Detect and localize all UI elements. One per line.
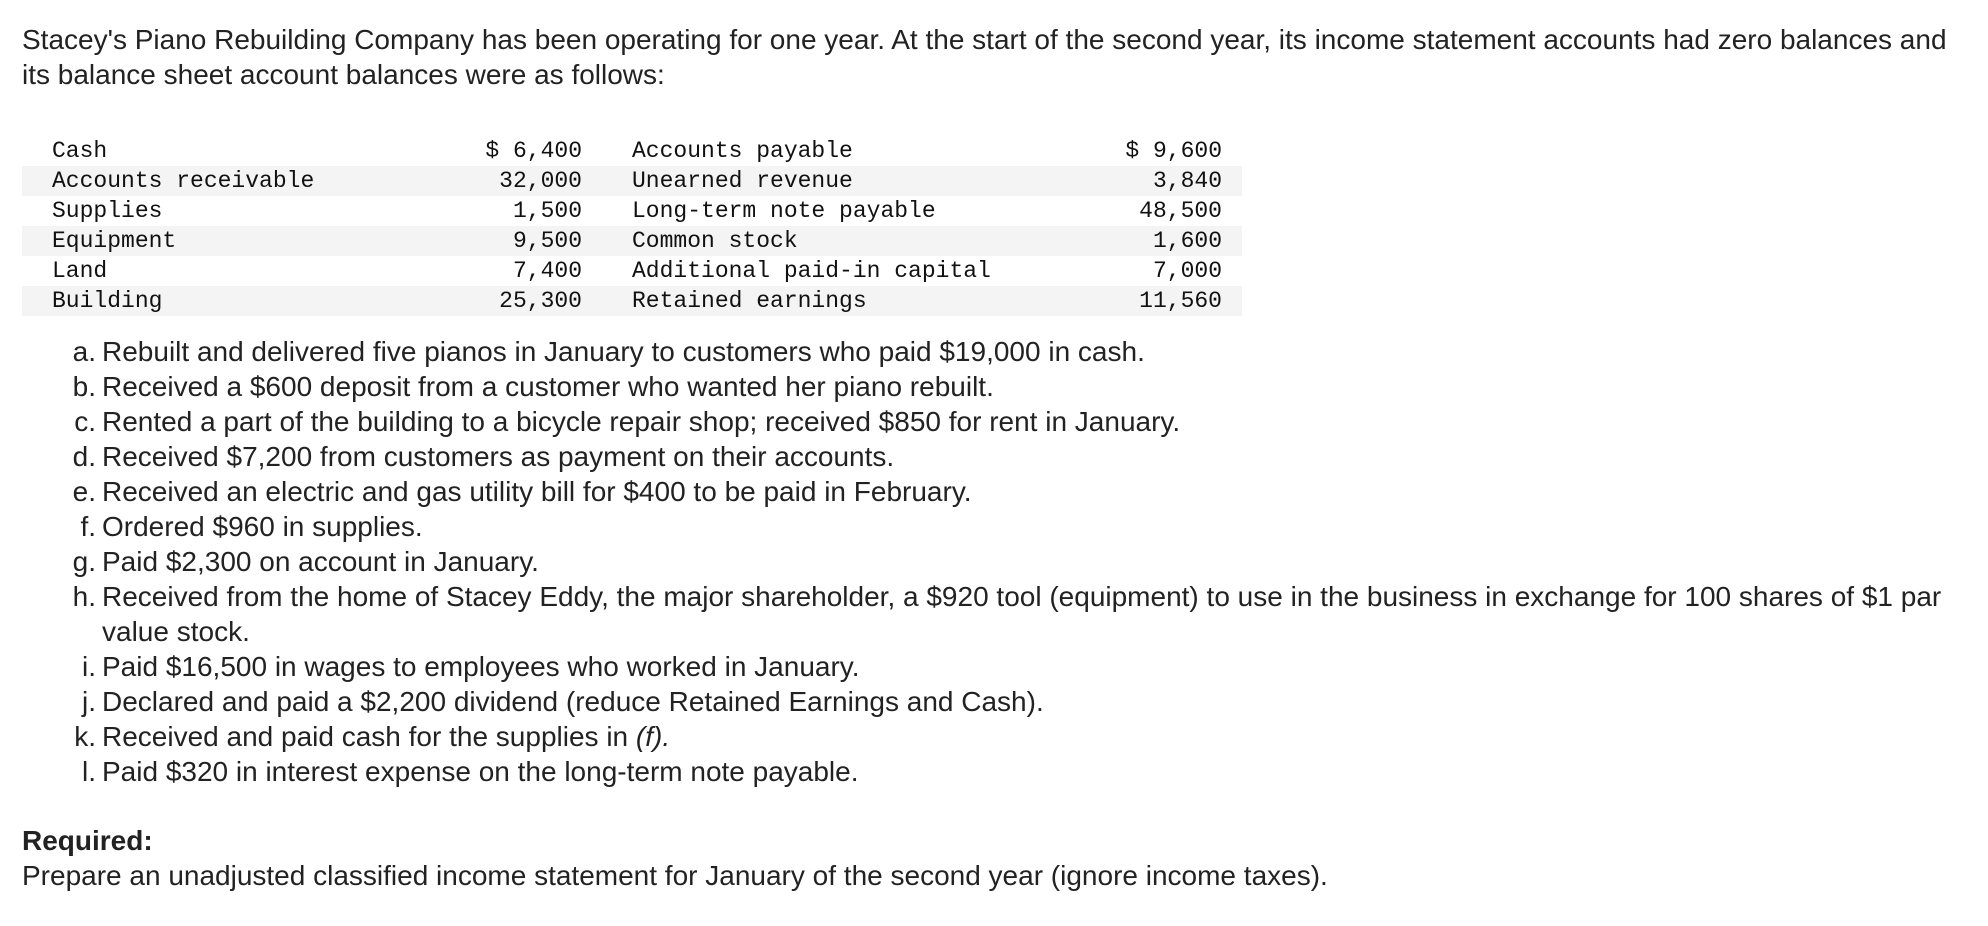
transaction-text: Paid $320 in interest expense on the long-term note payable.	[102, 756, 859, 787]
left-account-name: Accounts receivable	[22, 166, 422, 196]
list-item	[22, 439, 1952, 474]
transaction-letter: b.	[72, 371, 96, 402]
table-row	[22, 256, 1242, 286]
left-account-name: Cash	[52, 138, 108, 164]
account-balances-table	[22, 136, 1242, 316]
transaction-letter: e.	[72, 476, 96, 507]
left-account-name: Building	[22, 286, 422, 316]
list-item	[22, 369, 1952, 404]
required-text: Prepare an unadjusted classified income statement for January of the second year (ignore income taxes).	[22, 860, 1328, 891]
transaction-letter: f.	[80, 511, 96, 542]
table-row	[22, 226, 1242, 256]
transaction-text-wrapper	[102, 719, 1952, 754]
list-item	[22, 684, 1952, 719]
right-account-amount: $ 9,600	[1125, 138, 1222, 164]
right-account-amount: 11,560	[1052, 286, 1242, 316]
problem-page	[22, 22, 1952, 893]
transaction-letter: g.	[72, 546, 96, 577]
list-item	[22, 719, 1952, 754]
transaction-letter: k.	[74, 721, 96, 752]
list-item	[22, 509, 1952, 544]
right-account-name: Retained earnings	[602, 286, 1052, 316]
table-row	[22, 286, 1242, 316]
transaction-letter: l.	[82, 756, 96, 787]
left-account-amount: 25,300	[422, 286, 602, 316]
list-item	[22, 404, 1952, 439]
left-account-amount: $ 6,400	[485, 138, 582, 164]
right-account-amount: 7,000	[1152, 258, 1222, 284]
list-item	[22, 649, 1952, 684]
left-account-amount: 7,400	[512, 258, 582, 284]
transaction-text: Ordered $960 in supplies.	[102, 511, 423, 542]
list-item	[22, 474, 1952, 509]
left-account-amount: 1,500	[512, 198, 582, 224]
transaction-text: Received a $600 deposit from a customer who wanted her piano rebuilt.	[102, 371, 994, 402]
transaction-letter: i.	[82, 651, 96, 682]
list-item	[22, 754, 1952, 789]
transaction-text: Paid $2,300 on account in January.	[102, 546, 539, 577]
transaction-list	[22, 334, 1952, 789]
transaction-letter: a.	[72, 336, 96, 367]
transaction-letter: c.	[74, 406, 96, 437]
right-account-amount: 48,500	[1139, 198, 1222, 224]
table-row	[22, 136, 1242, 166]
right-account-name: Unearned revenue	[602, 166, 1052, 196]
right-account-amount: 3,840	[1052, 166, 1242, 196]
transaction-letter: d.	[72, 441, 96, 472]
transaction-text: Received an electric and gas utility bill for $400 to be paid in February.	[102, 476, 972, 507]
transaction-text: Received $7,200 from customers as payment on their accounts.	[102, 441, 895, 472]
intro-paragraph: Stacey's Piano Rebuilding Company has been operating for one year. At the start of the second year, its income statement accounts had zero balances and its balance sheet account balances were as follows:	[22, 24, 1947, 90]
left-account-name: Land	[52, 258, 108, 284]
left-account-name: Equipment	[22, 226, 422, 256]
required-label: Required:	[22, 825, 153, 856]
table-row	[22, 196, 1242, 226]
list-item	[22, 579, 1952, 649]
right-account-name: Common stock	[602, 226, 1052, 256]
transaction-reference: (f).	[635, 721, 671, 752]
left-account-amount: 32,000	[422, 166, 602, 196]
right-account-name: Accounts payable	[632, 138, 853, 164]
table-row	[22, 166, 1242, 196]
right-account-amount: 1,600	[1052, 226, 1242, 256]
list-item	[22, 334, 1952, 369]
list-item	[22, 544, 1952, 579]
right-account-name: Additional paid-in capital	[632, 258, 991, 284]
transaction-text: Declared and paid a $2,200 dividend (reduce Retained Earnings and Cash).	[102, 686, 1044, 717]
left-account-amount: 9,500	[422, 226, 602, 256]
transaction-text: Received from the home of Stacey Eddy, the major shareholder, a $920 tool (equipment) to use in the business in exchange for 100 shares of $1 par value stock.	[102, 581, 1942, 647]
transaction-text: Rebuilt and delivered five pianos in January to customers who paid $19,000 in cash.	[102, 336, 1145, 367]
transaction-letter: h.	[72, 581, 96, 612]
transaction-letter: j.	[82, 686, 96, 717]
transaction-text: Paid $16,500 in wages to employees who worked in January.	[102, 651, 860, 682]
transaction-text: Rented a part of the building to a bicycle repair shop; received $850 for rent in January.	[102, 406, 1181, 437]
transaction-text: Received and paid cash for the supplies in	[102, 721, 629, 752]
right-account-name: Long-term note payable	[632, 198, 936, 224]
left-account-name: Supplies	[52, 198, 163, 224]
